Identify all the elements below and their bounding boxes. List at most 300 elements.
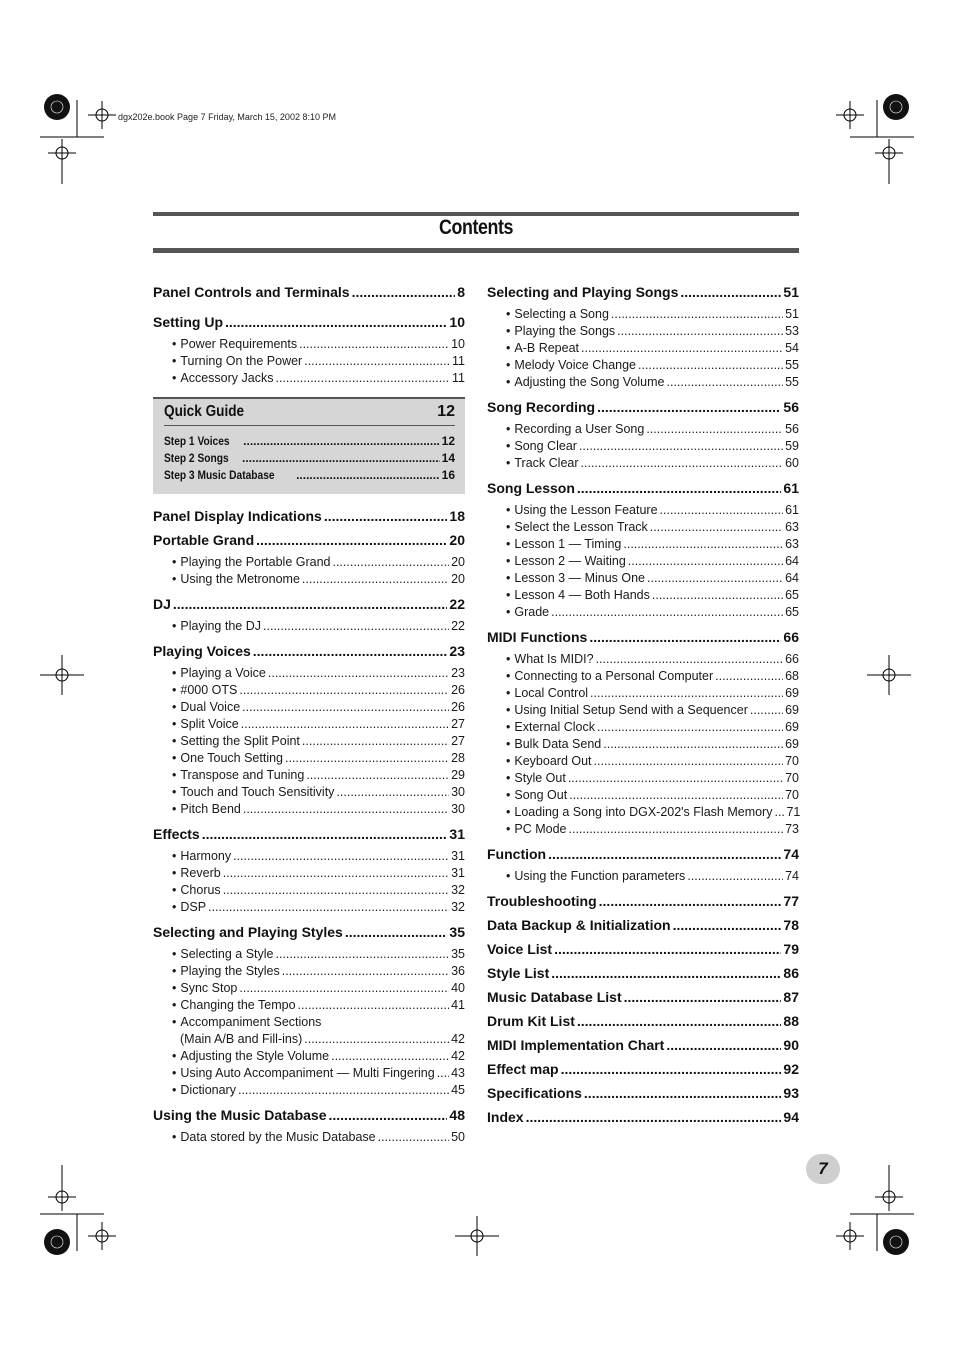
toc-subentry[interactable] bbox=[487, 536, 799, 553]
toc-subentry[interactable] bbox=[153, 716, 465, 733]
entry-page: 8 bbox=[457, 284, 465, 300]
entry-label: Selecting and Playing Songs bbox=[487, 284, 679, 300]
toc-subentry[interactable] bbox=[153, 1082, 465, 1099]
entry-label: Local Control bbox=[514, 686, 589, 700]
toc-section-entry[interactable] bbox=[153, 924, 465, 946]
bullet: • bbox=[506, 456, 511, 470]
entry-label: Song Out bbox=[514, 788, 568, 802]
entry-label: A-B Repeat bbox=[514, 341, 580, 355]
leader-dots bbox=[715, 668, 783, 684]
entry-label: Using the Music Database bbox=[153, 1107, 327, 1123]
entry-page: 63 bbox=[785, 520, 799, 534]
leader-dots bbox=[624, 989, 782, 1005]
entry-label: Setting the Split Point bbox=[180, 734, 300, 748]
leader-dots bbox=[577, 480, 782, 496]
entry-page: 56 bbox=[783, 399, 799, 415]
entry-label: Data Backup & Initialization bbox=[487, 917, 671, 933]
bullet: • bbox=[506, 652, 511, 666]
leader-dots bbox=[646, 421, 783, 437]
toc-subentry[interactable] bbox=[153, 699, 465, 716]
toc-section-entry[interactable] bbox=[487, 917, 799, 939]
entry-page: 42 bbox=[451, 1049, 465, 1063]
bullet: • bbox=[506, 571, 511, 585]
entry-label: Melody Voice Change bbox=[514, 358, 636, 372]
leader-dots bbox=[223, 882, 449, 898]
spacer bbox=[487, 472, 799, 478]
toc-section-entry[interactable] bbox=[487, 1061, 799, 1083]
toc-subentry[interactable] bbox=[153, 336, 465, 353]
leader-dots bbox=[597, 719, 783, 735]
entry-label: Voice List bbox=[487, 941, 553, 957]
entry-page: 10 bbox=[451, 337, 465, 351]
leader-dots bbox=[285, 750, 449, 766]
entry-page: 18 bbox=[449, 508, 465, 524]
entry-page: 27 bbox=[451, 734, 465, 748]
toc-section-entry[interactable] bbox=[487, 629, 799, 651]
toc-section-entry[interactable] bbox=[153, 643, 465, 665]
entry-page: 79 bbox=[783, 941, 799, 957]
leader-dots bbox=[666, 1037, 781, 1053]
leader-dots bbox=[680, 284, 781, 300]
entry-page: 45 bbox=[451, 1083, 465, 1097]
leader-dots bbox=[276, 946, 450, 962]
toc-subentry[interactable] bbox=[153, 865, 465, 882]
toc-subentry[interactable] bbox=[153, 1129, 465, 1146]
leader-dots bbox=[551, 965, 781, 981]
entry-label: Dual Voice bbox=[180, 700, 241, 714]
entry-label: MIDI Implementation Chart bbox=[487, 1037, 665, 1053]
toc-subentry[interactable] bbox=[487, 438, 799, 455]
leader-dots bbox=[603, 736, 783, 752]
leader-dots bbox=[638, 357, 783, 373]
leader-dots bbox=[623, 536, 783, 552]
leader-dots bbox=[526, 1109, 782, 1125]
entry-label: Using Auto Accompaniment — Multi Fingering bbox=[180, 1066, 435, 1080]
leader-dots bbox=[242, 699, 449, 715]
entry-label: Song Recording bbox=[487, 399, 596, 415]
leader-dots bbox=[302, 571, 449, 587]
registration-target-dark bbox=[44, 94, 70, 120]
entry-label: Lesson 1 — Timing bbox=[514, 537, 622, 551]
leader-dots bbox=[304, 1031, 449, 1047]
entry-page: 78 bbox=[783, 917, 799, 933]
entry-label: Style Out bbox=[514, 771, 566, 785]
bullet: • bbox=[506, 771, 511, 785]
entry-page: 86 bbox=[783, 965, 799, 981]
quick-guide-title: Quick Guide bbox=[164, 403, 245, 420]
toc-subentry[interactable] bbox=[153, 1048, 465, 1065]
leader-dots bbox=[223, 865, 449, 881]
leader-dots bbox=[241, 716, 449, 732]
entry-page: 55 bbox=[785, 358, 799, 372]
toc-section-entry[interactable] bbox=[487, 399, 799, 421]
toc-subentry[interactable] bbox=[487, 455, 799, 472]
toc-subentry[interactable] bbox=[153, 1014, 465, 1031]
toc-subentry[interactable] bbox=[153, 784, 465, 801]
spacer bbox=[487, 391, 799, 397]
toc-section-entry[interactable] bbox=[153, 1107, 465, 1129]
toc-section-entry[interactable] bbox=[153, 596, 465, 618]
entry-page: 60 bbox=[785, 456, 799, 470]
leader-dots bbox=[568, 770, 783, 786]
entry-label: Playing a Voice bbox=[180, 666, 266, 680]
entry-label: Music Database List bbox=[487, 989, 622, 1005]
toc-section-entry[interactable] bbox=[487, 941, 799, 963]
toc-subentry[interactable] bbox=[487, 736, 799, 753]
entry-page: 23 bbox=[449, 643, 465, 659]
spacer bbox=[153, 818, 465, 824]
entry-page: 70 bbox=[785, 754, 799, 768]
entry-page: 32 bbox=[451, 883, 465, 897]
bullet: • bbox=[172, 947, 177, 961]
entry-page: 30 bbox=[451, 802, 465, 816]
toc-right-column bbox=[487, 282, 799, 1131]
toc-section-entry[interactable] bbox=[487, 1109, 799, 1131]
entry-page: 65 bbox=[785, 588, 799, 602]
registration-mark bbox=[883, 669, 895, 681]
bullet: • bbox=[172, 981, 177, 995]
entry-label: Reverb bbox=[180, 866, 221, 880]
leader-dots bbox=[617, 323, 783, 339]
entry-label: Playing the Songs bbox=[514, 324, 616, 338]
bullet: • bbox=[172, 555, 177, 569]
entry-page: 71 bbox=[786, 805, 801, 819]
toc-section-entry[interactable] bbox=[153, 314, 465, 336]
leader-dots bbox=[660, 502, 784, 518]
entry-page: 40 bbox=[451, 981, 465, 995]
entry-label: Lesson 4 — Both Hands bbox=[514, 588, 650, 602]
leader-dots bbox=[561, 1061, 782, 1077]
leader-dots bbox=[345, 924, 448, 940]
registration-mark bbox=[56, 147, 68, 159]
entry-label: Connecting to a Personal Computer bbox=[514, 669, 714, 683]
entry-label: Loading a Song into DGX-202's Flash Memory bbox=[514, 805, 773, 819]
toc-section-entry[interactable] bbox=[487, 284, 799, 306]
toc-subentry[interactable] bbox=[487, 306, 799, 323]
entry-label: Power Requirements bbox=[180, 337, 298, 351]
leader-dots bbox=[579, 438, 783, 454]
entry-page: 93 bbox=[783, 1085, 799, 1101]
toc-subentry[interactable] bbox=[487, 868, 799, 885]
step-label: Step 2 Songs bbox=[164, 451, 229, 465]
entry-page: 90 bbox=[783, 1037, 799, 1053]
toc-subentry[interactable] bbox=[487, 553, 799, 570]
leader-dots bbox=[324, 508, 448, 524]
quick-guide-step[interactable] bbox=[164, 450, 455, 467]
registration-target-dark bbox=[883, 94, 909, 120]
leader-dots bbox=[238, 1082, 449, 1098]
step-page: 16 bbox=[441, 468, 455, 482]
entry-label: Lesson 3 — Minus One bbox=[514, 571, 646, 585]
entry-label: What Is MIDI? bbox=[514, 652, 594, 666]
bullet: • bbox=[172, 1083, 177, 1097]
entry-page: 36 bbox=[451, 964, 465, 978]
entry-label: Portable Grand bbox=[153, 532, 255, 548]
entry-page: 55 bbox=[785, 375, 799, 389]
entry-page: 31 bbox=[451, 849, 465, 863]
bullet: • bbox=[506, 324, 511, 338]
toc-subentry[interactable] bbox=[487, 421, 799, 438]
entry-label: Selecting and Playing Styles bbox=[153, 924, 343, 940]
toc-subentry[interactable] bbox=[487, 821, 799, 838]
toc-subentry[interactable] bbox=[487, 374, 799, 391]
bullet: • bbox=[172, 883, 177, 897]
leader-dots bbox=[225, 314, 447, 330]
entry-page: 94 bbox=[783, 1109, 799, 1125]
entry-page: 74 bbox=[785, 869, 799, 883]
bullet: • bbox=[506, 822, 511, 836]
toc-subentry[interactable] bbox=[487, 685, 799, 702]
entry-label: Song Clear bbox=[514, 439, 577, 453]
entry-page: 54 bbox=[785, 341, 799, 355]
entry-label: Using Initial Setup Send with a Sequencer bbox=[514, 703, 748, 717]
registration-target-dark bbox=[883, 1229, 909, 1255]
quick-guide-page: 12 bbox=[437, 403, 455, 420]
entry-label: Adjusting the Song Volume bbox=[514, 375, 665, 389]
entry-label: Select the Lesson Track bbox=[514, 520, 648, 534]
leader-dots bbox=[233, 848, 449, 864]
toc-subentry[interactable] bbox=[153, 963, 465, 980]
leader-dots bbox=[242, 450, 440, 467]
leader-dots bbox=[173, 596, 448, 612]
toc-subentry[interactable] bbox=[153, 571, 465, 588]
entry-page: 69 bbox=[785, 737, 799, 751]
toc-subentry[interactable] bbox=[153, 353, 465, 370]
toc-subentry[interactable] bbox=[487, 702, 799, 719]
bullet: • bbox=[506, 341, 511, 355]
quick-guide-step[interactable] bbox=[164, 467, 455, 484]
leader-dots bbox=[597, 399, 781, 415]
bullet: • bbox=[506, 520, 511, 534]
toc-subentry[interactable] bbox=[153, 665, 465, 682]
toc-section-entry[interactable] bbox=[153, 826, 465, 848]
toc-subentry[interactable] bbox=[153, 882, 465, 899]
toc-subentry[interactable] bbox=[487, 357, 799, 374]
entry-label: Chorus bbox=[180, 883, 221, 897]
bullet: • bbox=[172, 700, 177, 714]
title-bottom-rule bbox=[153, 248, 799, 253]
step-label: Step 3 Music Database bbox=[164, 468, 275, 482]
toc-subentry[interactable] bbox=[487, 519, 799, 536]
registration-mark bbox=[883, 147, 895, 159]
spacer bbox=[487, 621, 799, 627]
toc-subentry[interactable] bbox=[153, 848, 465, 865]
entry-page: 61 bbox=[785, 503, 799, 517]
entry-label: Changing the Tempo bbox=[180, 998, 296, 1012]
toc-subentry[interactable] bbox=[487, 502, 799, 519]
entry-label: Accompaniment Sections bbox=[180, 1015, 322, 1029]
bullet: • bbox=[172, 998, 177, 1012]
entry-label: Song Lesson bbox=[487, 480, 575, 496]
entry-label: Panel Display Indications bbox=[153, 508, 322, 524]
bullet: • bbox=[172, 964, 177, 978]
toc-section-entry[interactable] bbox=[153, 532, 465, 554]
entry-label: Adjusting the Style Volume bbox=[180, 1049, 330, 1063]
entry-label: Data stored by the Music Database bbox=[180, 1130, 376, 1144]
bullet: • bbox=[506, 788, 511, 802]
toc-subentry[interactable] bbox=[487, 587, 799, 604]
toc-subentry[interactable] bbox=[487, 651, 799, 668]
toc-subentry[interactable] bbox=[153, 370, 465, 387]
entry-label: Turning On the Power bbox=[180, 354, 303, 368]
bullet: • bbox=[172, 371, 177, 385]
quick-guide-box bbox=[153, 397, 465, 494]
toc-subentry[interactable] bbox=[153, 733, 465, 750]
entry-label: MIDI Functions bbox=[487, 629, 588, 645]
leader-dots bbox=[554, 941, 781, 957]
spacer bbox=[153, 1099, 465, 1105]
step-page: 14 bbox=[441, 451, 455, 465]
leader-dots bbox=[282, 963, 449, 979]
toc-section-entry[interactable] bbox=[153, 508, 465, 530]
entry-label: Sync Stop bbox=[180, 981, 238, 995]
entry-page: 28 bbox=[451, 751, 465, 765]
entry-page: 20 bbox=[449, 532, 465, 548]
toc-section-entry[interactable] bbox=[487, 1013, 799, 1035]
entry-label: Transpose and Tuning bbox=[180, 768, 305, 782]
leader-dots bbox=[239, 682, 449, 698]
leader-dots bbox=[596, 651, 784, 667]
bullet: • bbox=[172, 1066, 177, 1080]
toc-subentry[interactable] bbox=[487, 787, 799, 804]
entry-page: 66 bbox=[785, 652, 799, 666]
entry-page: 26 bbox=[451, 700, 465, 714]
toc-section-entry[interactable] bbox=[487, 1037, 799, 1059]
entry-page: 41 bbox=[451, 998, 465, 1012]
leader-dots bbox=[548, 846, 781, 862]
leader-dots bbox=[263, 618, 449, 634]
quick-guide-step[interactable] bbox=[164, 433, 455, 450]
toc-subentry[interactable] bbox=[487, 323, 799, 340]
registration-mark bbox=[56, 669, 68, 681]
toc-subentry[interactable] bbox=[153, 682, 465, 699]
toc-section-entry[interactable] bbox=[487, 1085, 799, 1107]
leader-dots bbox=[687, 868, 783, 884]
entry-page: 87 bbox=[783, 989, 799, 1005]
toc-subentry[interactable] bbox=[153, 899, 465, 916]
toc-subentry[interactable] bbox=[153, 554, 465, 571]
toc-section-entry[interactable] bbox=[487, 480, 799, 502]
bullet: • bbox=[506, 554, 511, 568]
toc-subentry[interactable] bbox=[487, 668, 799, 685]
entry-page: 53 bbox=[785, 324, 799, 338]
leader-dots bbox=[296, 467, 440, 484]
entry-page: 70 bbox=[785, 771, 799, 785]
toc-subentry[interactable] bbox=[153, 1065, 465, 1082]
bullet: • bbox=[506, 503, 511, 517]
bullet: • bbox=[506, 754, 511, 768]
bullet: • bbox=[506, 422, 511, 436]
entry-page: 69 bbox=[785, 686, 799, 700]
toc-subentry[interactable] bbox=[153, 980, 465, 997]
bullet: • bbox=[506, 605, 511, 619]
toc-subentry[interactable] bbox=[153, 997, 465, 1014]
leader-dots bbox=[647, 570, 783, 586]
toc-subentry[interactable] bbox=[153, 801, 465, 818]
bullet: • bbox=[172, 849, 177, 863]
entry-label: Harmony bbox=[180, 849, 232, 863]
entry-label: Playing the Portable Grand bbox=[180, 555, 331, 569]
entry-label: Effect map bbox=[487, 1061, 559, 1077]
entry-page: 20 bbox=[451, 572, 465, 586]
toc-subentry[interactable] bbox=[153, 767, 465, 784]
leader-dots bbox=[673, 917, 782, 933]
bullet: • bbox=[506, 869, 511, 883]
entry-page: 10 bbox=[449, 314, 465, 330]
toc-subentry[interactable] bbox=[487, 604, 799, 621]
leader-dots bbox=[581, 455, 784, 471]
toc-subentry[interactable] bbox=[153, 750, 465, 767]
toc-section-entry[interactable] bbox=[487, 846, 799, 868]
leader-dots bbox=[208, 899, 449, 915]
entry-page: 27 bbox=[451, 717, 465, 731]
entry-label: Effects bbox=[153, 826, 200, 842]
bullet: • bbox=[172, 802, 177, 816]
toc-subentry[interactable] bbox=[153, 618, 465, 635]
entry-label: DJ bbox=[153, 596, 171, 612]
toc-section-entry[interactable] bbox=[487, 989, 799, 1011]
entry-page: 64 bbox=[785, 554, 799, 568]
toc-subentry[interactable] bbox=[153, 1031, 465, 1048]
entry-page: 61 bbox=[783, 480, 799, 496]
toc-subentry[interactable] bbox=[153, 946, 465, 963]
bullet: • bbox=[172, 1049, 177, 1063]
toc-subentry[interactable] bbox=[487, 719, 799, 736]
leader-dots bbox=[667, 374, 784, 390]
entry-page: 64 bbox=[785, 571, 799, 585]
entry-label: Using the Function parameters bbox=[514, 869, 686, 883]
entry-page: 69 bbox=[785, 720, 799, 734]
entry-page: 66 bbox=[783, 629, 799, 645]
bullet: • bbox=[506, 307, 511, 321]
registration-mark bbox=[844, 109, 856, 121]
entry-page: 88 bbox=[783, 1013, 799, 1029]
leader-dots bbox=[599, 893, 782, 909]
entry-page: 50 bbox=[451, 1130, 465, 1144]
entry-label: Recording a User Song bbox=[514, 422, 645, 436]
toc-section-entry[interactable] bbox=[153, 284, 465, 306]
leader-dots bbox=[268, 665, 449, 681]
leader-dots bbox=[437, 1065, 449, 1081]
entry-page: 77 bbox=[783, 893, 799, 909]
entry-page: 68 bbox=[785, 669, 799, 683]
entry-label: Specifications bbox=[487, 1085, 582, 1101]
toc-subentry[interactable] bbox=[487, 570, 799, 587]
bullet: • bbox=[506, 686, 511, 700]
toc-subentry[interactable] bbox=[487, 340, 799, 357]
bullet: • bbox=[172, 666, 177, 680]
entry-page: 26 bbox=[451, 683, 465, 697]
entry-page: 35 bbox=[449, 924, 465, 940]
entry-label: Selecting a Style bbox=[180, 947, 274, 961]
toc-subentry[interactable] bbox=[487, 804, 799, 821]
toc-section-entry[interactable] bbox=[487, 893, 799, 915]
leader-dots bbox=[577, 1013, 782, 1029]
leader-dots bbox=[750, 702, 783, 718]
toc-section-entry[interactable] bbox=[487, 965, 799, 987]
step-label: Step 1 Voices bbox=[164, 434, 230, 448]
entry-label: DSP bbox=[180, 900, 207, 914]
toc-subentry[interactable] bbox=[487, 753, 799, 770]
leader-dots bbox=[589, 629, 781, 645]
bullet: • bbox=[172, 866, 177, 880]
leader-dots bbox=[331, 1048, 449, 1064]
entry-label: #000 OTS bbox=[180, 683, 238, 697]
entry-page: 59 bbox=[785, 439, 799, 453]
bullet: • bbox=[172, 768, 177, 782]
entry-label: Troubleshooting bbox=[487, 893, 597, 909]
toc-subentry[interactable] bbox=[487, 770, 799, 787]
